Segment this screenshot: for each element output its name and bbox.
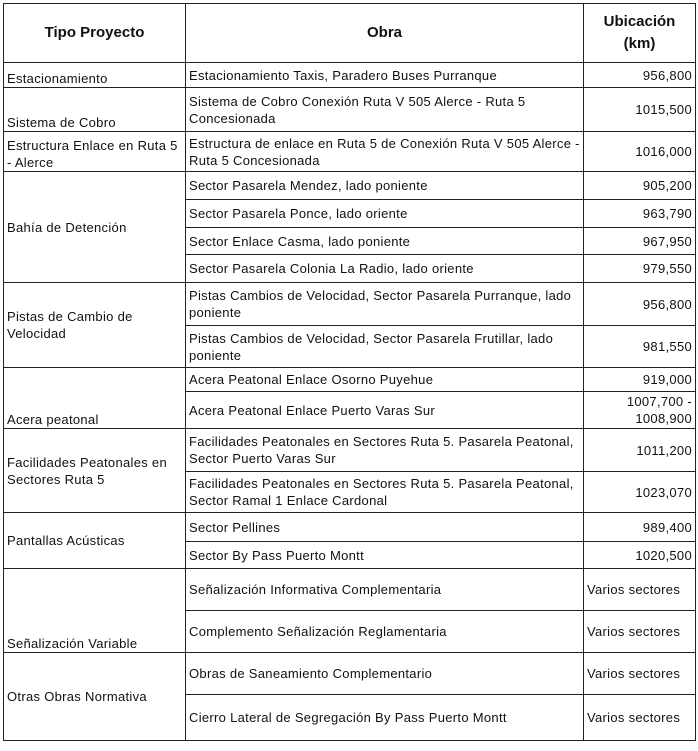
obra-cell: Facilidades Peatonales en Sectores Ruta 5. Pasarela Peatonal, Sector Ramal 1 Enlace Cardonal (186, 472, 584, 513)
obra-cell: Sector Pellines (186, 513, 584, 542)
tipo-proyecto-cell: Estructura Enlace en Ruta 5 - Alerce (4, 132, 186, 172)
header-ubicacion: Ubicación (km) (584, 4, 696, 63)
ubicacion-cell: 967,950 (584, 228, 696, 255)
header-obra: Obra (186, 4, 584, 63)
ubicacion-cell: 1015,500 (584, 88, 696, 132)
ubicacion-cell: 979,550 (584, 255, 696, 283)
obra-cell: Obras de Saneamiento Complementario (186, 653, 584, 695)
ubicacion-cell: 1016,000 (584, 132, 696, 172)
tipo-proyecto-cell: Pantallas Acústicas (4, 513, 186, 569)
table-row (4, 88, 696, 132)
obra-cell: Señalización Informativa Complementaria (186, 569, 584, 611)
ubicacion-cell: Varios sectores (584, 569, 696, 611)
table-row (4, 63, 696, 88)
ubicacion-cell: 989,400 (584, 513, 696, 542)
ubicacion-cell: Varios sectores (584, 611, 696, 653)
ubicacion-cell: Varios sectores (584, 695, 696, 741)
obra-cell: Sector Pasarela Mendez, lado poniente (186, 172, 584, 200)
ubicacion-cell: 1007,700 - 1008,900 (584, 392, 696, 429)
ubicacion-cell: 1020,500 (584, 542, 696, 569)
obra-cell: Estructura de enlace en Ruta 5 de Conexión Ruta V 505 Alerce - Ruta 5 Concesionada (186, 132, 584, 172)
table-row (4, 429, 696, 472)
ubicacion-cell: 956,800 (584, 283, 696, 326)
obra-cell: Sector Pasarela Colonia La Radio, lado oriente (186, 255, 584, 283)
obra-cell: Sector By Pass Puerto Montt (186, 542, 584, 569)
table-row (4, 368, 696, 392)
table-row (4, 283, 696, 326)
tipo-proyecto-cell: Pistas de Cambio de Velocidad (4, 283, 186, 368)
obra-cell: Sistema de Cobro Conexión Ruta V 505 Alerce - Ruta 5 Concesionada (186, 88, 584, 132)
ubicacion-cell: 963,790 (584, 200, 696, 228)
tipo-proyecto-cell: Acera peatonal (4, 368, 186, 429)
obra-cell: Facilidades Peatonales en Sectores Ruta 5. Pasarela Peatonal, Sector Puerto Varas Sur (186, 429, 584, 472)
obra-cell: Sector Pasarela Ponce, lado oriente (186, 200, 584, 228)
tipo-proyecto-cell: Estacionamiento (4, 63, 186, 88)
obra-cell: Complemento Señalización Reglamentaria (186, 611, 584, 653)
projects-table (3, 3, 696, 741)
table-row (4, 653, 696, 695)
tipo-proyecto-cell: Señalización Variable (4, 569, 186, 653)
ubicacion-cell: 956,800 (584, 63, 696, 88)
ubicacion-cell: 1023,070 (584, 472, 696, 513)
tipo-proyecto-cell: Otras Obras Normativa (4, 653, 186, 741)
tipo-proyecto-cell: Facilidades Peatonales en Sectores Ruta 5 (4, 429, 186, 513)
table-row (4, 172, 696, 200)
obra-cell: Estacionamiento Taxis, Paradero Buses Purranque (186, 63, 584, 88)
ubicacion-cell: Varios sectores (584, 653, 696, 695)
ubicacion-cell: 1011,200 (584, 429, 696, 472)
obra-cell: Acera Peatonal Enlace Osorno Puyehue (186, 368, 584, 392)
obra-cell: Cierro Lateral de Segregación By Pass Puerto Montt (186, 695, 584, 741)
obra-cell: Sector Enlace Casma, lado poniente (186, 228, 584, 255)
header-tipo-proyecto: Tipo Proyecto (4, 4, 186, 63)
table-row (4, 569, 696, 611)
tipo-proyecto-cell: Bahía de Detención (4, 172, 186, 283)
obra-cell: Pistas Cambios de Velocidad, Sector Pasarela Purranque, lado poniente (186, 283, 584, 326)
obra-cell: Pistas Cambios de Velocidad, Sector Pasarela Frutillar, lado poniente (186, 326, 584, 368)
table-row (4, 132, 696, 172)
ubicacion-cell: 919,000 (584, 368, 696, 392)
tipo-proyecto-cell: Sistema de Cobro (4, 88, 186, 132)
table-row (4, 513, 696, 542)
ubicacion-cell: 905,200 (584, 172, 696, 200)
header-row (4, 4, 696, 63)
ubicacion-cell: 981,550 (584, 326, 696, 368)
obra-cell: Acera Peatonal Enlace Puerto Varas Sur (186, 392, 584, 429)
